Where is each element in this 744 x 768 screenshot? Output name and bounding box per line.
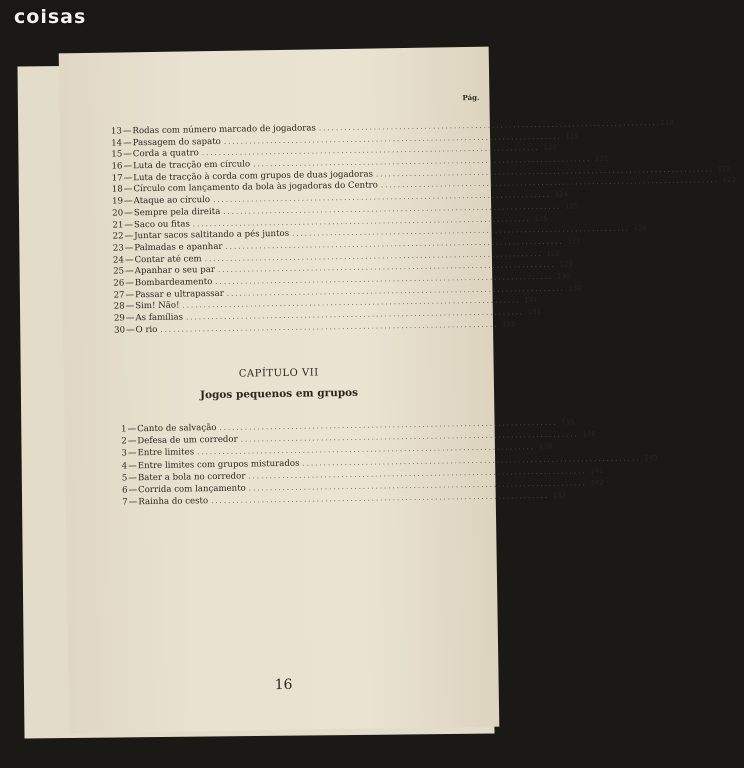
entry-dash: — [124,254,134,265]
entry-title: Luta de tracção à corda com grupos de duas jogadoras [133,169,374,184]
entry-dash: — [123,196,133,207]
entry-title: Sempre pela direita [133,206,221,219]
entry-dash: — [123,149,132,160]
dot-leader: ................................................................................ [197,443,536,457]
entry-title: Corda a quatro [132,148,199,160]
entry-number: 1 [121,424,127,435]
entry-page: 143 [552,491,567,500]
entry-number: 5 [121,473,128,484]
entry-page: 122 [717,164,732,173]
entry-dash: — [123,184,133,195]
entry-title: Bater a bola no corredor [137,471,246,483]
document-page [59,47,736,734]
entry-number: 19 [112,196,124,207]
entry-title: Corrida com lançamento [138,483,246,496]
dot-leader: ................................................................................ [240,430,579,444]
entry-title: Entre limites [137,447,195,459]
entry-page: 138 [538,443,553,452]
entry-number: 3 [121,448,128,459]
entry-page: 129 [559,260,574,269]
entry-dash: — [128,472,138,484]
entry-page: 135 [561,418,575,427]
entry-dash: — [125,324,135,336]
dot-leader: ................................................................................ [253,155,592,169]
entry-title: O rio [135,324,158,335]
entry-dash: — [127,448,137,459]
entry-number: 15 [111,149,123,160]
dot-leader: ................................................................................ [160,320,499,334]
entry-dash: — [124,243,134,254]
dot-leader: ................................................................................ [226,284,565,298]
entry-title: Entre limites com grupos misturados [137,458,300,471]
entry-title: Palmadas e apanhar [134,241,223,254]
entry-page: 119 [565,131,579,141]
entry-dash: — [128,485,138,496]
entry-title: Contar até cem [134,253,202,265]
entry-title: Ataque ao círculo [133,195,211,207]
entry-title: As famílias [135,312,184,324]
entry-title: Sim! Não! [135,300,180,312]
entry-dash: — [123,161,133,172]
entry-page: 130 [556,272,571,281]
entry-dash: — [125,301,135,312]
entry-number: 4 [121,460,128,472]
entry-number: 24 [112,254,125,266]
entry-number: 2 [121,436,127,447]
entry-title: Luta de tracção em círculo [132,159,251,172]
entry-page: 131 [524,296,538,305]
dot-leader: ................................................................................ [225,237,564,251]
dot-leader: ................................................................................ [192,214,531,228]
page-column-header: Pág. [462,92,480,103]
entry-title: Rainha do cesto [138,496,209,508]
entry-dash: — [124,208,133,219]
entry-dash: — [123,137,132,149]
entry-dash: — [125,278,134,289]
entry-number: 20 [112,208,124,219]
dot-leader: ................................................................................ [201,144,540,158]
dot-leader: ................................................................................ [219,418,558,432]
entry-page: 118 [660,118,674,127]
entry-number: 30 [114,325,126,336]
entry-number: 25 [113,266,125,277]
entry-title: Rodas com número marcado de jogadoras [132,123,316,137]
dot-leader: ................................................................................ [223,202,562,216]
dot-leader: ................................................................................ [213,190,552,205]
entry-page: 142 [590,478,604,488]
dot-leader: ................................................................................ [318,119,657,133]
entry-number: 14 [111,138,123,149]
entry-title: Passar e ultrapassar [135,288,224,300]
entry-dash: — [125,313,135,324]
entry-number: 18 [111,184,123,196]
entry-dash: — [125,266,134,277]
entry-number: 23 [112,243,124,254]
dot-leader: ................................................................................ [380,176,719,190]
entry-title: Defesa de um corredor [137,434,238,447]
entry-page: 126 [633,224,648,233]
entry-number: 22 [112,231,124,242]
entry-page: 123 [722,176,736,185]
entry-number: 16 [111,161,123,172]
entry-page: 141 [589,466,604,475]
entry-number: 7 [122,497,128,508]
entry-title: Bombardeamento [134,276,213,289]
entry-page: 130 [568,283,582,293]
dot-leader: ................................................................................ [211,491,550,506]
entry-dash: — [127,436,137,447]
entry-page: 125 [564,202,579,211]
entry-title: Juntar sacos saltitando a pés juntos [134,229,290,242]
page-number: 16 [274,676,293,694]
entry-page: 136 [582,430,596,439]
chapter-label: CAPÍTULO VII [238,367,319,380]
entry-page: 127 [567,237,581,246]
entry-dash: — [127,424,137,435]
dot-leader: ................................................................................ [217,260,557,275]
chapter-title: Jogos pequenos em grupos [199,386,359,402]
entry-title: Passagem do sapato [132,136,221,148]
watermark-logo: coisas [14,6,87,28]
entry-page: 128 [546,249,560,258]
entry-page: 131 [527,307,542,317]
entry-title: Círculo com lançamento da bola às jogadoras do Centro [133,180,379,195]
entry-page: 132 [501,319,516,329]
entry-dash: — [128,460,137,471]
dot-leader: ................................................................................ [248,466,587,481]
dot-leader: ................................................................................ [292,224,631,238]
entry-title: Canto de salvação [137,422,217,435]
entry-dash: — [123,173,133,184]
entry-title: Saco ou fitas [133,218,190,230]
dot-leader: ................................................................................ [302,453,641,468]
entry-number: 21 [112,219,124,231]
toc-list-continued [108,118,736,337]
dot-leader: ................................................................................ [185,308,525,322]
dot-leader: ................................................................................ [223,132,562,146]
entry-number: 17 [111,173,123,184]
entry-number: 6 [122,485,128,496]
dot-leader: ................................................................................ [375,164,715,179]
dot-leader: ................................................................................ [182,296,521,310]
entry-dash: — [125,289,135,301]
entry-title: Apanhar o seu par [134,265,216,277]
dot-leader: ................................................................................ [204,249,543,263]
entry-page: 124 [554,190,569,199]
entry-dash: — [124,219,134,230]
dot-leader: ................................................................................ [248,479,587,493]
entry-number: 26 [113,278,125,289]
toc-list-chapter [113,418,658,509]
entry-page: 120 [543,143,557,153]
entry-number: 29 [113,313,125,324]
dot-leader: ................................................................................ [215,272,554,286]
entry-dash: — [128,497,138,508]
entry-dash: — [124,231,134,242]
entry-page: 140 [644,453,658,462]
entry-number: 28 [113,301,125,312]
entry-page: 121 [594,154,609,164]
entry-number: 13 [110,126,122,137]
entry-dash: — [122,126,132,137]
entry-number: 27 [113,290,125,301]
entry-page: 125 [534,214,548,223]
